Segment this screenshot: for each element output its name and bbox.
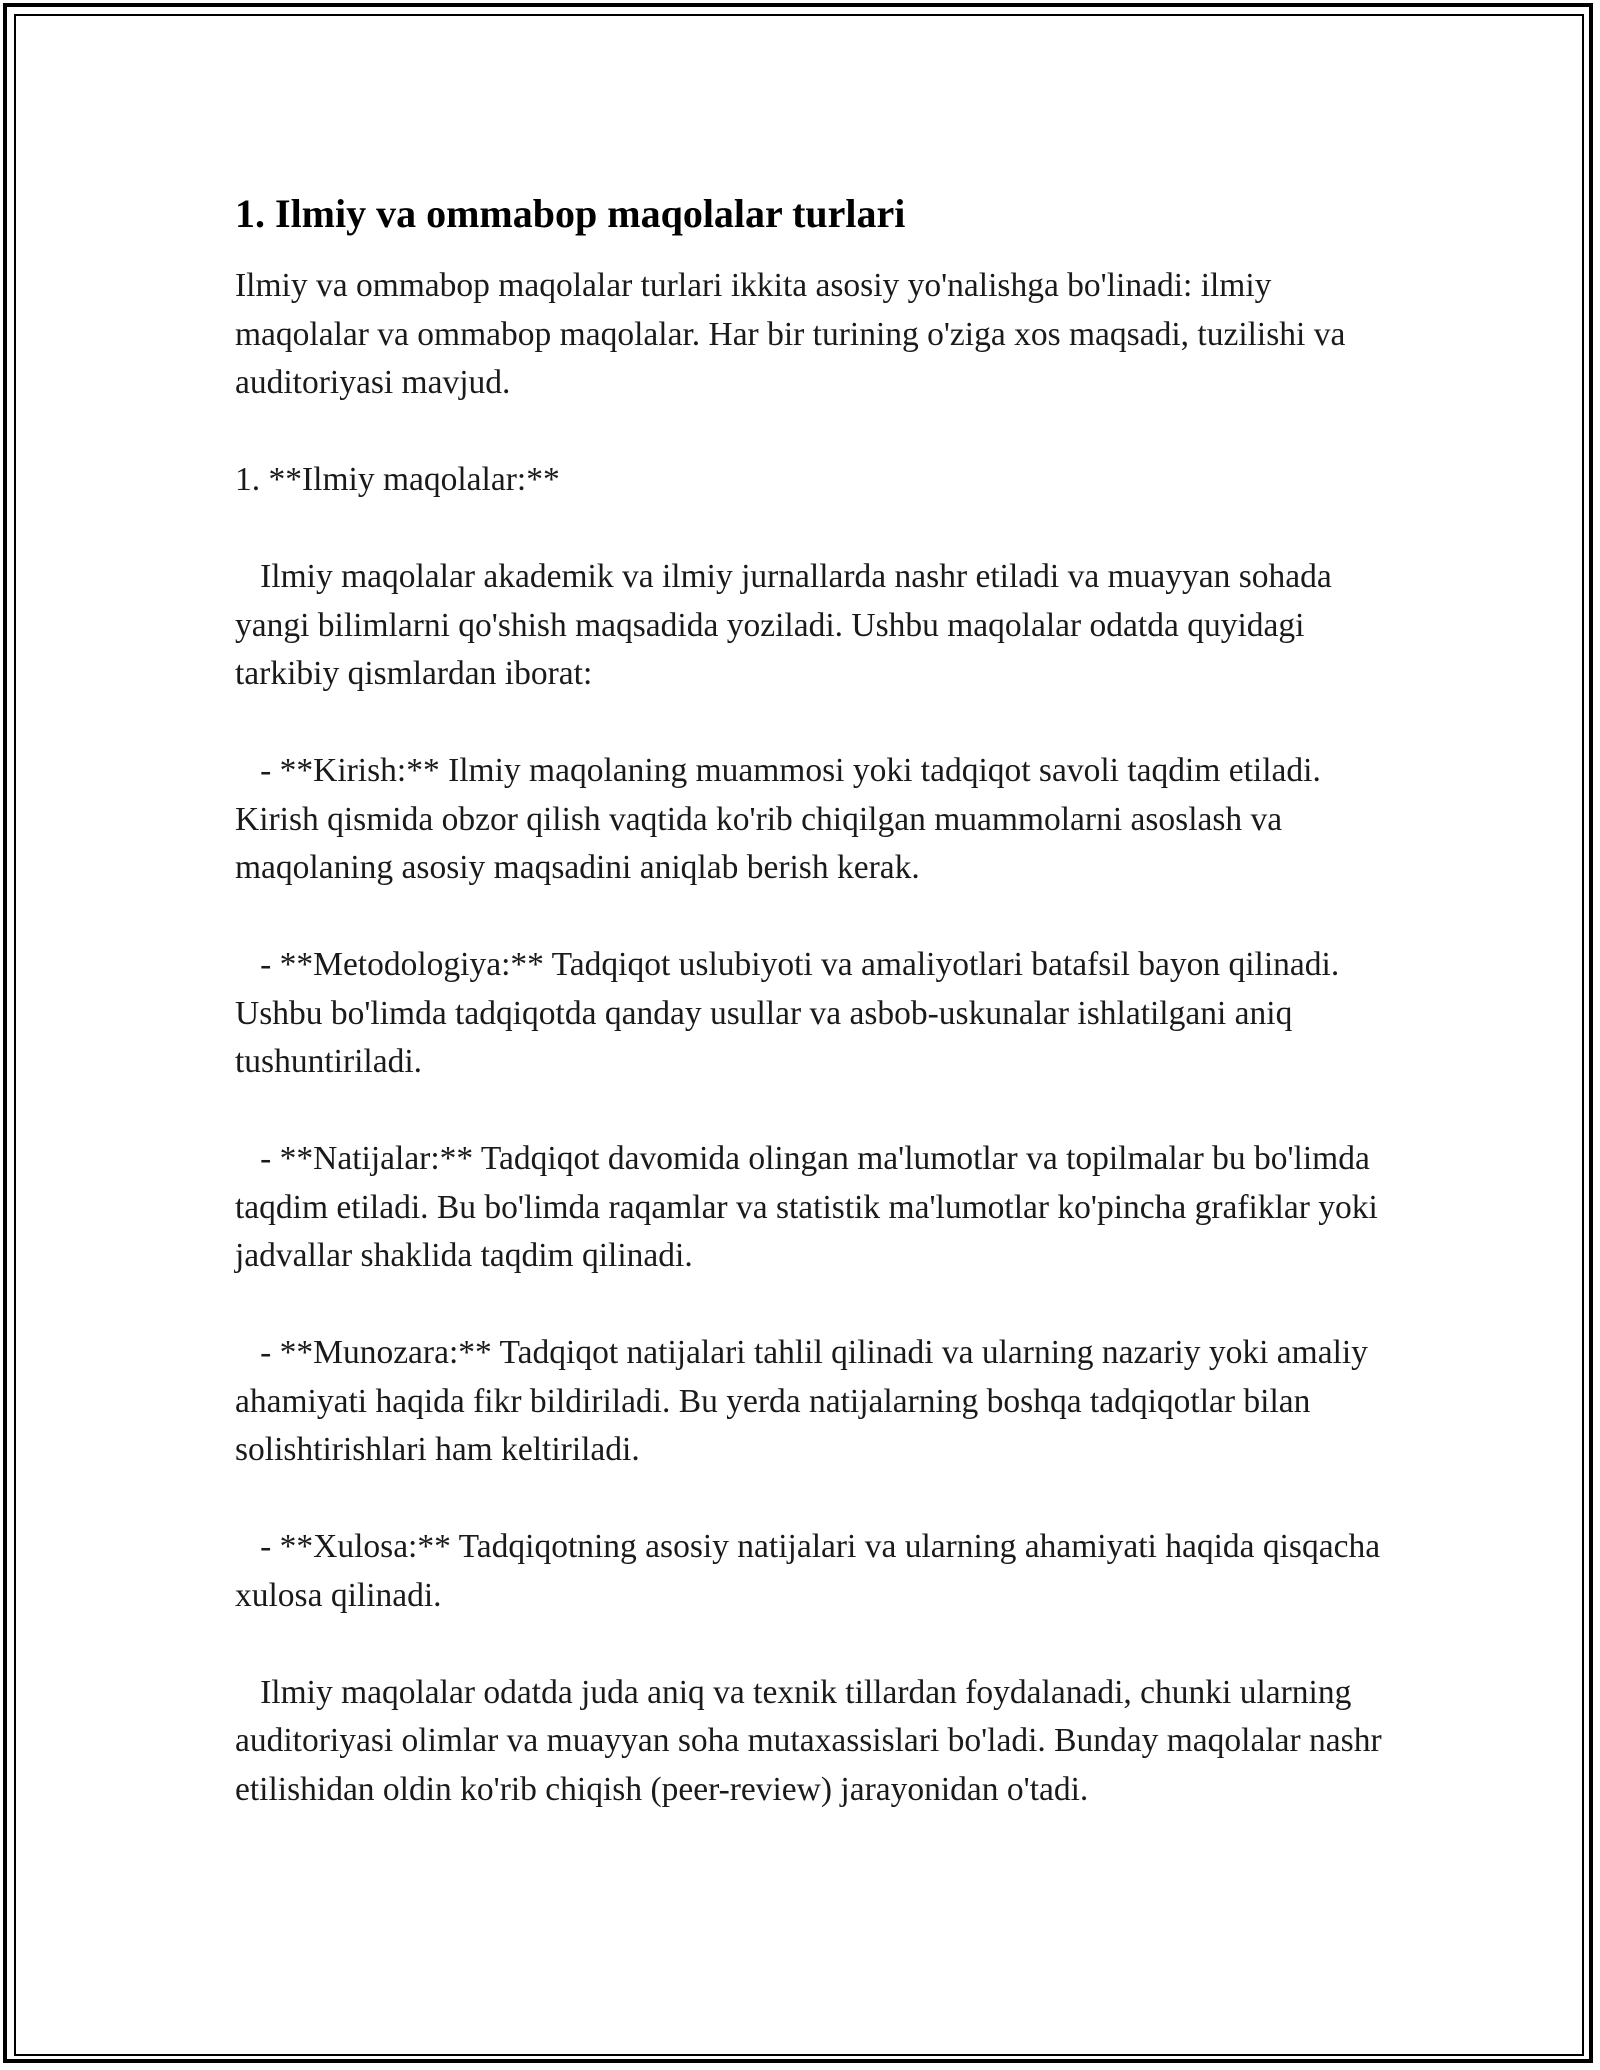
paragraph-conclusion-item: - **Xulosa:** Tadqiqotning asosiy natijalari va ularning ahamiyati haqida qisqacha xulosa qilinadi. (235, 1528, 1389, 1614)
paragraph-section-heading: 1. **Ilmiy maqolalar:** (235, 461, 560, 498)
paragraph-results-item: - **Natijalar:** Tadqiqot davomida olingan ma'lumotlar va topilmalar bu bo'limda taqdim etiladi. Bu bo'limda raqamlar va statistik ma'lumotlar ko'pincha grafiklar yoki jadvallar shaklida taqdim qilinadi. (235, 1140, 1387, 1274)
document-title: 1. Ilmiy va ommabop maqolalar turlari (235, 191, 906, 236)
paragraph-intro: Ilmiy va ommabop maqolalar turlari ikkita asosiy yo'nalishga bo'linadi: ilmiy maqolalar va ommabop maqolalar. Har bir turining o'ziga xos maqsadi, tuzilishi va auditoriyasi mavjud. (235, 267, 1354, 401)
paragraph-introduction-item: - **Kirish:** Ilmiy maqolaning muammosi yoki tadqiqot savoli taqdim etiladi. Kirish qismida obzor qilish vaqtida ko'rib chiqilgan muammolarni asoslash va maqolaning asosiy maqsadini aniqlab berish kerak. (235, 752, 1330, 886)
paragraph-scientific-overview: Ilmiy maqolalar akademik va ilmiy jurnallarda nashr etiladi va muayyan sohada yangi bilimlarni qo'shish maqsadida yoziladi. Ushbu maqolalar odatda quyidagi tarkibiy qismlardan iborat: (235, 558, 1341, 692)
paragraph-closing: Ilmiy maqolalar odatda juda aniq va texnik tillardan foydalanadi, chunki ularning auditoriyasi olimlar va muayyan soha mutaxassislari bo'ladi. Bunday maqolalar nashr etilishidan oldin ko'rib chiqish (peer-review) jarayonidan o'tadi. (235, 1673, 1390, 1808)
paragraph-methodology-item: - **Metodologiya:** Tadqiqot uslubiyoti va amaliyotlari batafsil bayon qilinadi. Ushbu bo'limda tadqiqotda qanday usullar va asbob-uskunalar ishlatilgani aniq tushuntiriladi. (235, 946, 1348, 1080)
document-body (235, 186, 1390, 1863)
paragraph-discussion-item: - **Munozara:** Tadqiqot natijalari tahlil qilinadi va ularning nazariy yoki amaliy ahamiyati haqida fikr bildiriladi. Bu yerda natijalarning boshqa tadqiqotlar bilan solishtirishlari ham keltiriladi. (235, 1334, 1377, 1468)
